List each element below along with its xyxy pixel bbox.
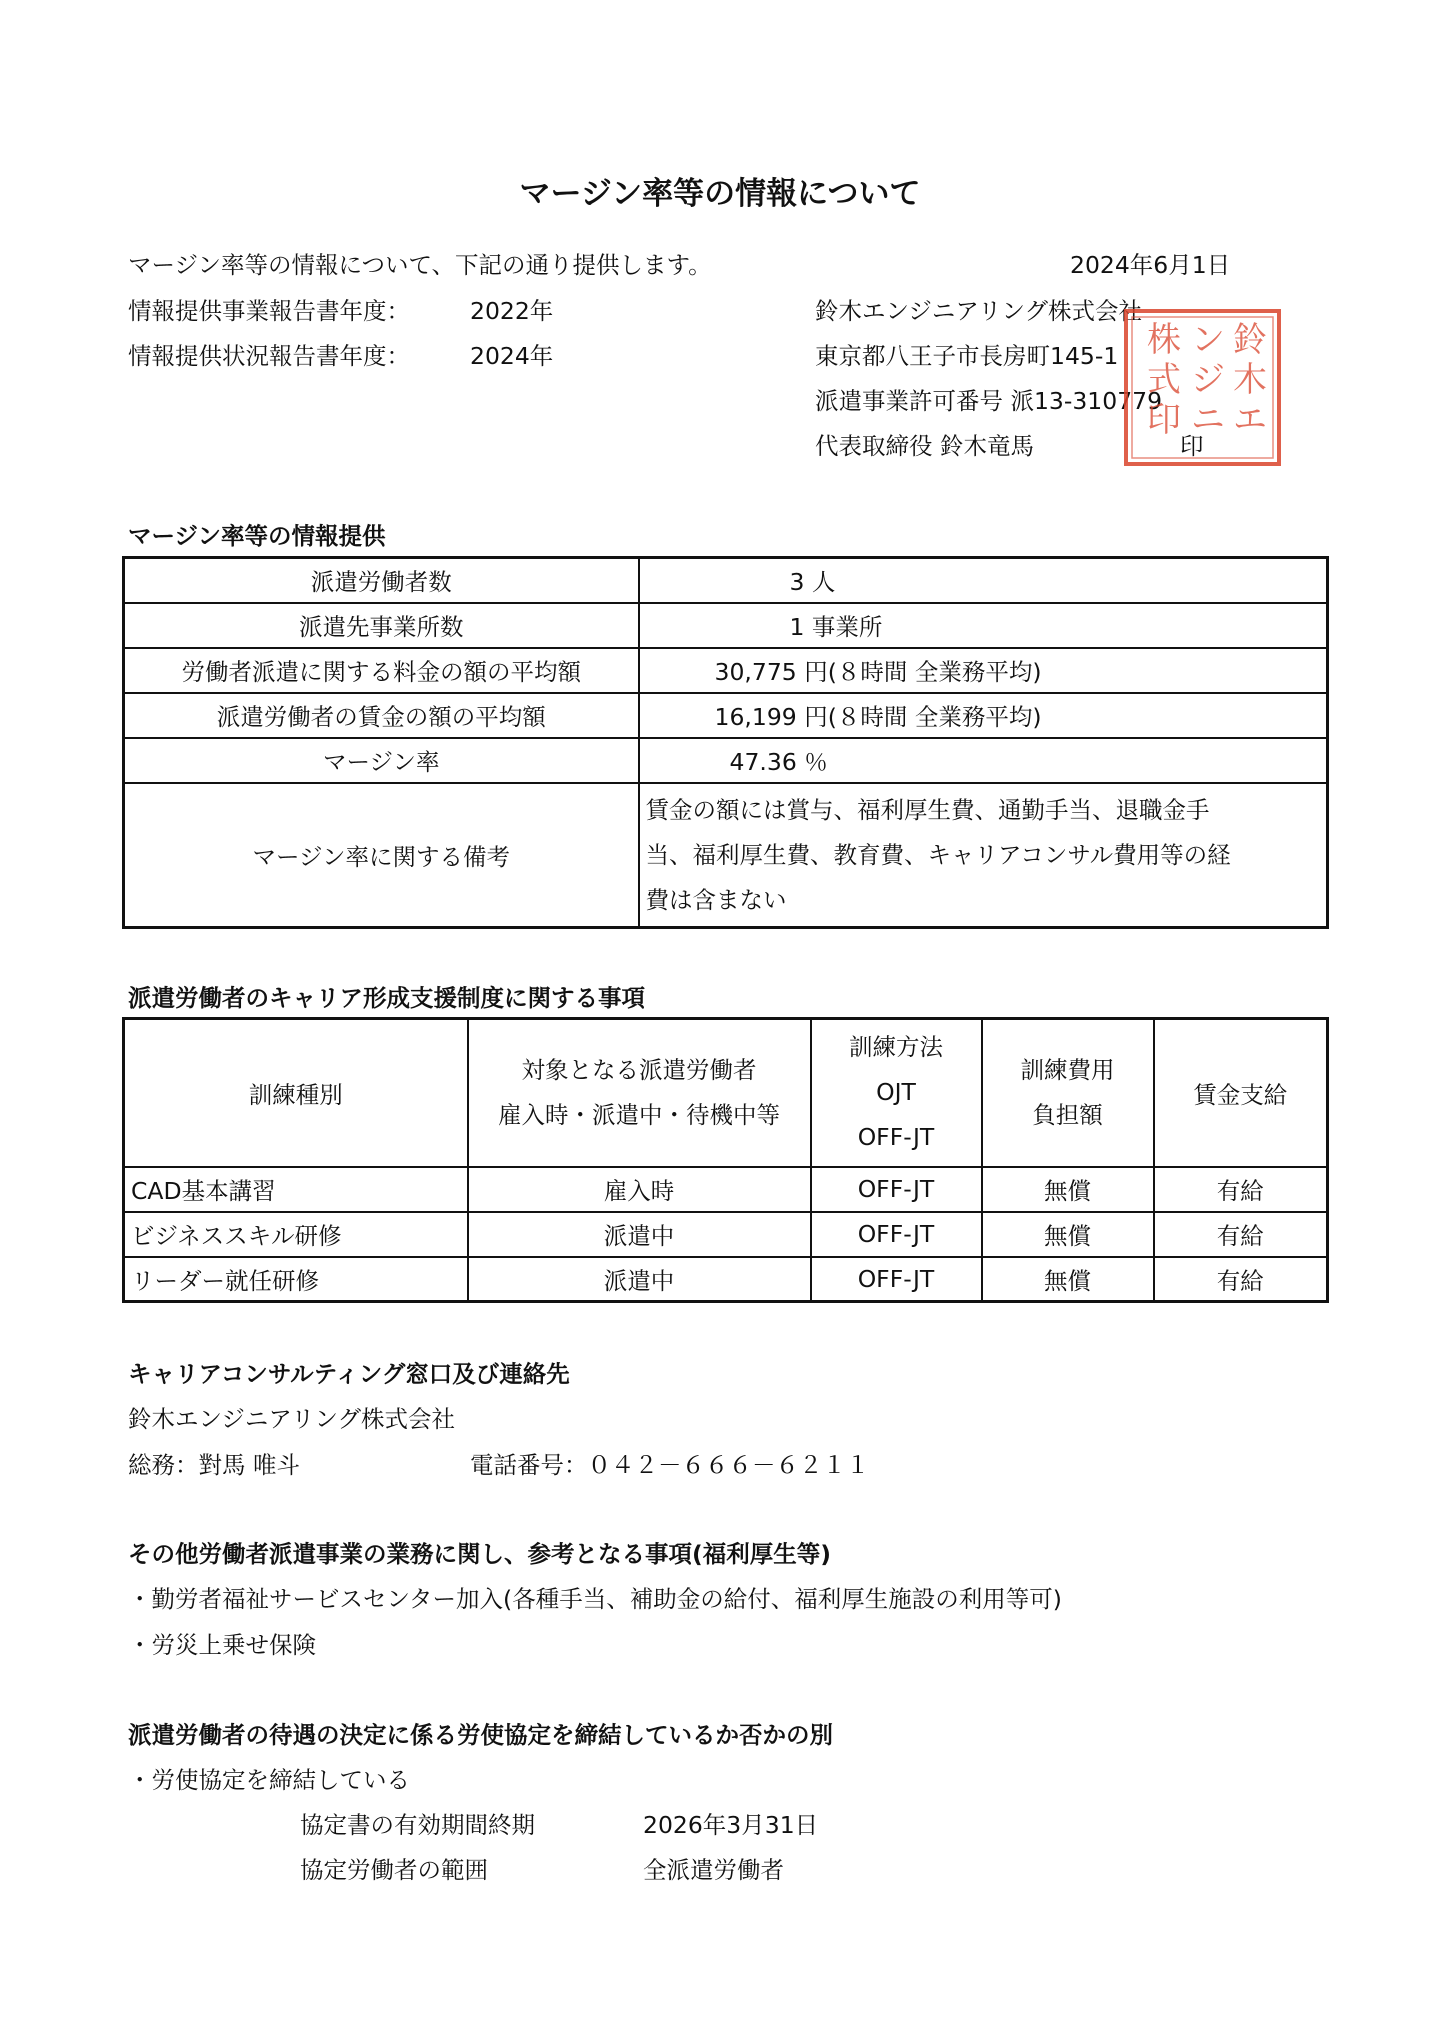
header-method-line: OJT (876, 1078, 916, 1107)
intro-text: マージン率等の情報について、下記の通り提供します。 (128, 251, 712, 279)
agreement-scope-label: 協定労働者の範囲 (300, 1856, 488, 1884)
row-value: 3 人 (639, 558, 1328, 603)
row-value: 1 事業所 (639, 603, 1328, 648)
other-item: ・勤労者福祉サービスセンター加入(各種手当、補助金の給付、福利厚生施設の利用等可) (128, 1585, 1062, 1613)
status-year-value: 2024年 (470, 342, 554, 370)
cell-cost: 無償 (982, 1257, 1154, 1302)
table-row (124, 648, 1328, 693)
other-section-heading: その他労働者派遣事業の業務に関し、参考となる事項(福利厚生等) (128, 1540, 831, 1568)
agreement-section-heading: 派遣労働者の待遇の決定に係る労使協定を締結しているか否かの別 (128, 1721, 833, 1749)
status-year-label: 情報提供状況報告書年度： (128, 342, 410, 370)
agreement-scope-value: 全派遣労働者 (643, 1856, 784, 1884)
report-year-label: 情報提供事業報告書年度： (128, 297, 410, 325)
table-header-row (124, 1019, 1328, 1167)
margin-section-heading: マージン率等の情報提供 (128, 522, 386, 550)
cell-cost: 無償 (982, 1167, 1154, 1212)
company-address: 東京都八王子市長房町145-1 (815, 342, 1119, 370)
row-label: 派遣先事業所数 (124, 603, 639, 648)
table-row (124, 1167, 1328, 1212)
agreement-period-label: 協定書の有効期間終期 (300, 1811, 535, 1839)
cell-type: ビジネススキル研修 (124, 1212, 468, 1257)
table-row (124, 603, 1328, 648)
header-cost (982, 1019, 1154, 1167)
margin-table (122, 556, 1329, 929)
cell-target: 雇入時 (468, 1167, 811, 1212)
consult-company: 鈴木エンジニアリング株式会社 (128, 1405, 456, 1433)
note-label: マージン率に関する備考 (124, 783, 639, 928)
header-wage: 賃金支給 (1154, 1019, 1328, 1167)
cell-type: リーダー就任研修 (124, 1257, 468, 1302)
license-number: 派遣事業許可番号 派13-310779 (815, 387, 1163, 415)
header-target-line: 雇入時・派遣中・待機中等 (498, 1100, 780, 1129)
cell-method: OFF-JT (811, 1257, 982, 1302)
svg-text:ニ: ニ (1191, 400, 1225, 440)
svg-text:ジ: ジ (1191, 360, 1225, 400)
svg-text:印: 印 (1147, 400, 1181, 440)
svg-text:株: 株 (1147, 320, 1181, 360)
row-label: 派遣労働者数 (124, 558, 639, 603)
page-title: マージン率等の情報について (519, 176, 921, 212)
note-line: 賃金の額には賞与、福利厚生費、通勤手当、退職金手 (645, 796, 1210, 825)
career-section-heading: 派遣労働者のキャリア形成支援制度に関する事項 (128, 984, 645, 1012)
consult-contact: 総務：對馬 唯斗 (128, 1451, 300, 1479)
header-method-line: 訓練方法 (849, 1033, 943, 1062)
cell-wage: 有給 (1154, 1212, 1328, 1257)
svg-text:式: 式 (1147, 360, 1181, 400)
note-line: 当、福利厚生費、教育費、キャリアコンサル費用等の経 (645, 841, 1231, 870)
seal-mark: 印 (1180, 432, 1204, 460)
issue-date: 2024年6月1日 (1070, 251, 1231, 279)
row-value: 16,199 円(８時間 全業務平均) (639, 693, 1328, 738)
row-label: マージン率 (124, 738, 639, 783)
cell-target: 派遣中 (468, 1212, 811, 1257)
header-cost-line: 訓練費用 (1020, 1055, 1115, 1084)
header-target-line: 対象となる派遣労働者 (521, 1055, 757, 1084)
consult-phone: 電話番号：０４２－６６６－６２１１ (470, 1451, 870, 1479)
cell-method: OFF-JT (811, 1212, 982, 1257)
row-value: 30,775 円(８時間 全業務平均) (639, 648, 1328, 693)
row-label: 派遣労働者の賃金の額の平均額 (124, 693, 639, 738)
table-row (124, 693, 1328, 738)
table-row (124, 1257, 1328, 1302)
note-value (639, 783, 1328, 928)
consult-section-heading: キャリアコンサルティング窓口及び連絡先 (128, 1360, 570, 1388)
career-table (122, 1017, 1329, 1303)
header-type: 訓練種別 (124, 1019, 468, 1167)
cell-target: 派遣中 (468, 1257, 811, 1302)
header-cost-line: 負担額 (1032, 1100, 1103, 1129)
header-method (811, 1019, 982, 1167)
cell-wage: 有給 (1154, 1257, 1328, 1302)
representative: 代表取締役 鈴木竜馬 (815, 432, 1034, 460)
header-target (468, 1019, 811, 1167)
svg-text:エ: エ (1233, 400, 1267, 440)
row-value: 47.36 ％ (639, 738, 1328, 783)
svg-text:ン: ン (1191, 320, 1225, 360)
note-line: 費は含まない (645, 886, 787, 915)
cell-type: CAD基本講習 (124, 1167, 468, 1212)
table-row (124, 558, 1328, 603)
row-label: 労働者派遣に関する料金の額の平均額 (124, 648, 639, 693)
company-name: 鈴木エンジニアリング株式会社 (815, 297, 1143, 325)
cell-wage: 有給 (1154, 1167, 1328, 1212)
report-year-value: 2022年 (470, 297, 554, 325)
agreement-period-value: 2026年3月31日 (643, 1811, 819, 1839)
other-item: ・労災上乗せ保険 (128, 1631, 316, 1659)
cell-method: OFF-JT (811, 1167, 982, 1212)
cell-cost: 無償 (982, 1212, 1154, 1257)
table-row (124, 738, 1328, 783)
svg-text:鈴: 鈴 (1233, 320, 1267, 360)
agreement-item: ・労使協定を締結している (128, 1766, 410, 1794)
table-row (124, 783, 1328, 928)
svg-text:木: 木 (1233, 360, 1267, 400)
company-seal-stamp (1120, 305, 1285, 470)
header-method-line: OFF-JT (857, 1123, 935, 1152)
table-row (124, 1212, 1328, 1257)
